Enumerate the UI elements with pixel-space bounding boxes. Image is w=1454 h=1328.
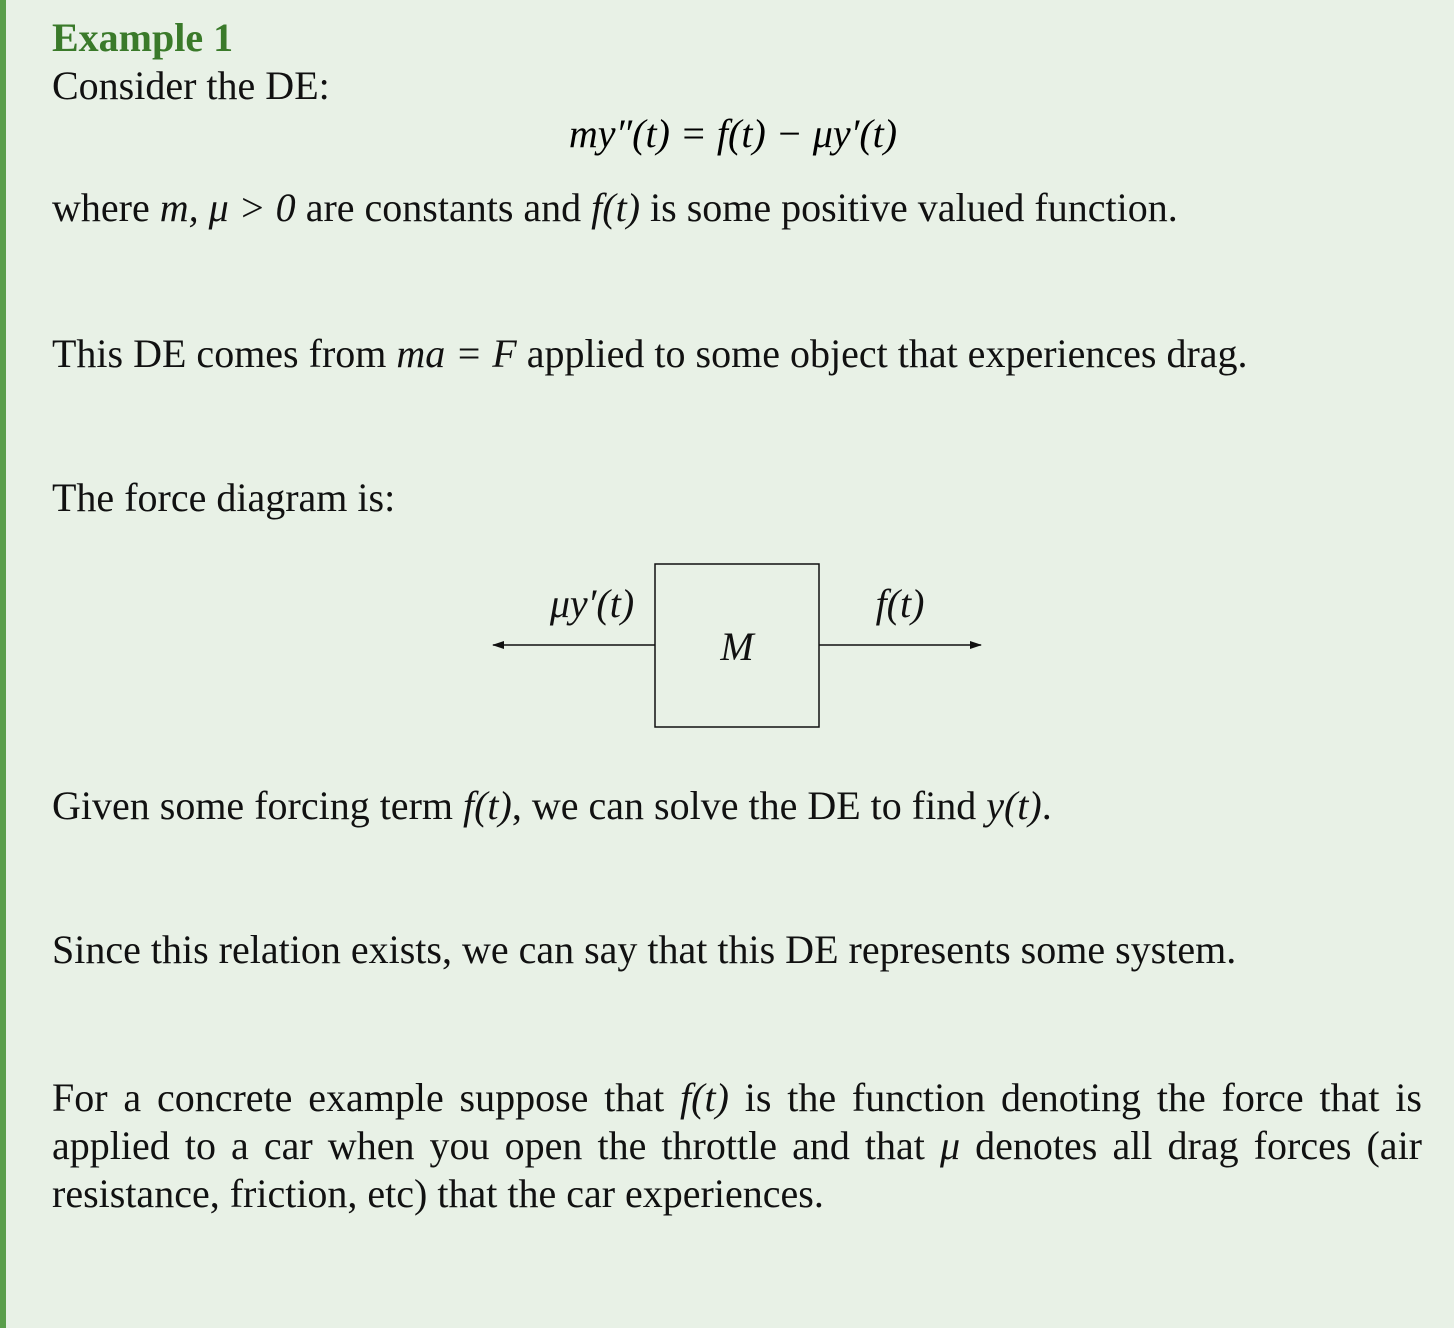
given-suffix: .	[1041, 783, 1052, 828]
applied-force-label: f(t)	[875, 581, 925, 626]
given-sentence	[52, 782, 1052, 830]
given-prefix: Given some forcing term	[52, 783, 463, 828]
given-mid: , we can solve the DE to find	[511, 783, 987, 828]
where-math-constants: m, μ > 0	[159, 185, 296, 230]
concrete-paragraph	[52, 1074, 1422, 1218]
where-math-function: f(t)	[591, 185, 641, 230]
where-prefix: where	[52, 185, 160, 230]
where-mid: are constants and	[295, 185, 592, 230]
intro-text: Consider the DE:	[52, 63, 330, 108]
main-equation: my″(t) = f(t) − μy′(t)	[568, 111, 898, 156]
concrete-mid: is the function denoting the force that is applied to a car when you open the throttle and that	[52, 1075, 1422, 1168]
drag-force-label: μy′(t)	[549, 581, 635, 626]
example-title: Example 1	[52, 15, 234, 60]
diagram-intro: The force diagram is:	[52, 475, 396, 520]
given-math-solution: y(t)	[986, 783, 1042, 828]
concrete-math-drag: μ	[939, 1123, 961, 1168]
concrete-prefix: For a concrete example suppose that	[52, 1075, 681, 1120]
given-math-forcing: f(t)	[463, 783, 512, 828]
concrete-math-force: f(t)	[680, 1075, 729, 1120]
origin-math: ma = F	[396, 331, 517, 376]
system-sentence: Since this relation exists, we can say that this DE represents some system.	[52, 927, 1237, 972]
origin-suffix: applied to some object that experiences drag.	[516, 331, 1248, 376]
force-diagram	[6, 0, 1454, 760]
origin-prefix: This DE comes from	[52, 331, 397, 376]
where-suffix: is some positive valued function.	[640, 185, 1178, 230]
concrete-suffix: denotes all drag forces (air resistance, friction, etc) that the car experiences.	[52, 1123, 1422, 1216]
mass-label: M	[720, 624, 754, 669]
